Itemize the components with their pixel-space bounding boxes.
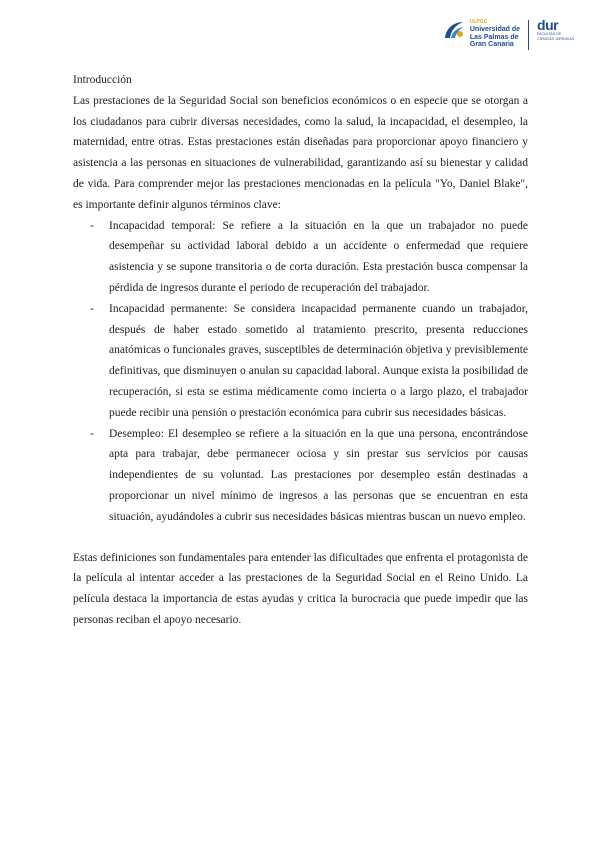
- faculty-sub-line: CIENCIAS JURÍDICAS: [537, 36, 574, 41]
- document-body: [73, 70, 528, 631]
- intro-paragraph: Las prestaciones de la Seguridad Social son beneficios económicos o en especie que se otorgan a los ciudadanos para cubrir diversas necesidades, como la salud, la incapacidad, el desempleo, la maternidad, entre otras. Estas prestaciones están diseñadas para proporcionar apoyo financiero y asistencia a las personas en situaciones de vulnerabilidad, garantizando así su bienestar y calidad de vida. Para comprender mejor las prestaciones mencionadas en la película "Yo, Daniel Blake", es importante definir algunos términos clave:: [73, 94, 528, 211]
- list-dash: -: [90, 427, 94, 440]
- list-item: [73, 424, 528, 528]
- list-item: [73, 299, 528, 424]
- list-item: [73, 216, 528, 299]
- ulpgc-logo: [442, 18, 520, 49]
- definition-text: Desempleo: El desempleo se refiere a la situación en la que una persona, encontrándose apta para trabajar, debe permanecer ociosa y sin prestar sus servicios por causas independientes de su voluntad. Las prestaciones por desempleo están destinadas a proporcionar un nivel mínimo de ingresos a las personas que se encuentran en esta situación, ayudándoles a cubrir sus necesidades básicas mientras buscan un nuevo empleo.: [109, 427, 528, 523]
- paragraph-spacer: [73, 528, 528, 548]
- definitions-list: [73, 216, 528, 528]
- list-dash: -: [90, 219, 94, 232]
- ulpgc-emblem-icon: [442, 18, 466, 42]
- faculty-sub-line: FACULTAD DE: [537, 32, 562, 36]
- faculty-mark: dur: [537, 17, 559, 33]
- closing-paragraph: Estas definiciones son fundamentales para entender las dificultades que enfrenta el protagonista de la película al intentar acceder a las prestaciones de la Seguridad Social en el Reino Unido. La película destaca la importancia de estas ayudas y critica la burocracia que puede impedir que las personas reciban el apoyo necesario.: [73, 551, 528, 626]
- logo-divider: [528, 20, 529, 50]
- ulpgc-abbr: ULPGC: [469, 19, 488, 25]
- ulpgc-name-line: Universidad de: [469, 26, 521, 33]
- definition-text: Incapacidad temporal: Se refiere a la situación en la que un trabajador no puede desempeñar su actividad laboral debido a un accidente o enfermedad que requiere asistencia y se supone transitoria o de corta duración. Esta prestación busca compensar la pérdida de ingresos durante el periodo de recuperación del trabajador.: [109, 219, 528, 294]
- header-logos: [442, 18, 574, 50]
- faculty-logo: [537, 18, 574, 41]
- definition-text: Incapacidad permanente: Se considera incapacidad permanente cuando un trabajador, después de haber estado sometido al tratamiento prescrito, presenta reducciones anatómicas o funcionales graves, susceptibles de determinación objetiva y previsiblemente definitivas, que disminuyen o anulan su capacidad laboral. Aunque exista la posibilidad de recuperación, si esta se estima médicamente como incierta o a largo plazo, el trabajador puede recibir una pensión o prestación económica para cubrir sus necesidades básicas.: [109, 302, 528, 419]
- section-heading: Introducción: [73, 74, 132, 86]
- ulpgc-name-line: Gran Canaria: [469, 41, 514, 48]
- list-dash: -: [90, 302, 94, 315]
- ulpgc-name-line: Las Palmas de: [469, 33, 519, 41]
